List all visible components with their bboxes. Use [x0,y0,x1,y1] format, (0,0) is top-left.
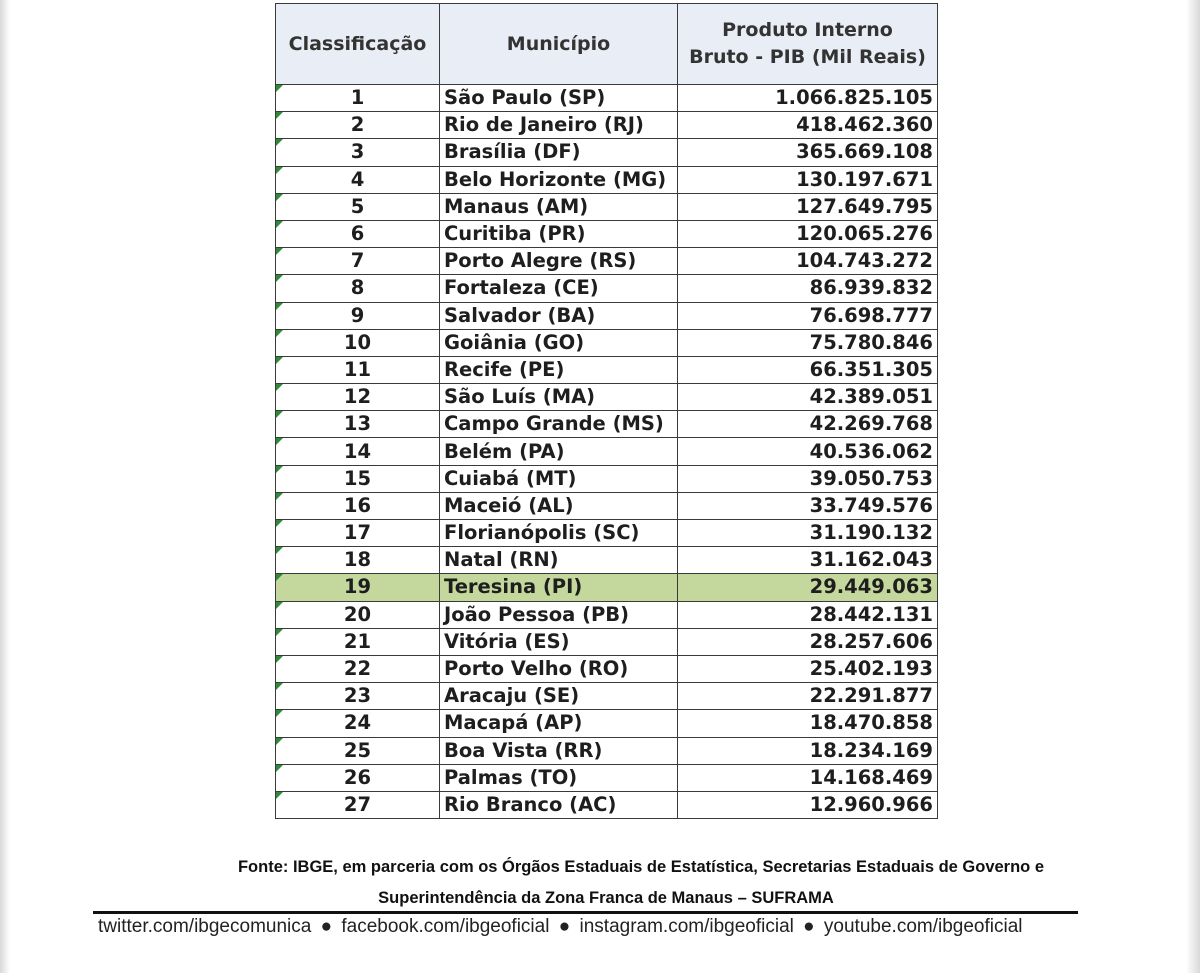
municipio-cell: Cuiabá (MT) [440,465,678,492]
pib-ranking-table [275,3,938,819]
pib-value-cell: 14.168.469 [678,764,938,791]
rank-cell: 13 [276,411,440,438]
table-header-row [276,4,938,85]
table-row [276,791,938,818]
pib-value-cell: 42.389.051 [678,384,938,411]
rank-cell: 20 [276,601,440,628]
pib-value-cell: 75.780.846 [678,329,938,356]
page-shadow-right [1186,0,1200,973]
table-row [276,520,938,547]
pib-value-cell: 418.462.360 [678,112,938,139]
rank-cell: 1 [276,85,440,112]
pib-value-cell: 76.698.777 [678,302,938,329]
table-row [276,655,938,682]
footer-divider [93,911,1078,914]
rank-cell: 23 [276,683,440,710]
rank-cell: 8 [276,275,440,302]
rank-cell: 10 [276,329,440,356]
table-row-highlighted [276,574,938,601]
rank-cell: 16 [276,492,440,519]
table-row [276,220,938,247]
rank-cell: 18 [276,547,440,574]
municipio-cell: Goiânia (GO) [440,329,678,356]
table-row [276,547,938,574]
header-pib-line2: Bruto - PIB (Mil Reais) [689,46,926,68]
header-classificacao: Classificação [276,4,440,85]
pib-value-cell: 31.162.043 [678,547,938,574]
bullet-separator: ● [558,916,571,937]
pib-value-cell: 18.470.858 [678,710,938,737]
rank-cell: 14 [276,438,440,465]
rank-cell: 7 [276,248,440,275]
pib-value-cell: 66.351.305 [678,356,938,383]
social-link-facebook[interactable]: facebook.com/ibgeoficial [341,916,550,937]
pib-value-cell: 31.190.132 [678,520,938,547]
rank-cell: 12 [276,384,440,411]
pib-value-cell: 127.649.795 [678,193,938,220]
table-row [276,628,938,655]
table-row [276,112,938,139]
header-pib-line1: Produto Interno [722,19,893,41]
municipio-cell: Campo Grande (MS) [440,411,678,438]
municipio-cell: Curitiba (PR) [440,220,678,247]
rank-cell: 27 [276,791,440,818]
pib-value-cell: 29.449.063 [678,574,938,601]
municipio-cell: Fortaleza (CE) [440,275,678,302]
municipio-cell: São Luís (MA) [440,384,678,411]
header-pib [678,4,938,85]
table-row [276,465,938,492]
rank-cell: 4 [276,166,440,193]
table-row [276,384,938,411]
table-row [276,601,938,628]
municipio-cell: Maceió (AL) [440,492,678,519]
rank-cell: 22 [276,655,440,682]
municipio-cell: Rio Branco (AC) [440,791,678,818]
municipio-cell: Recife (PE) [440,356,678,383]
pib-value-cell: 120.065.276 [678,220,938,247]
table-row [276,764,938,791]
municipio-cell: Vitória (ES) [440,628,678,655]
municipio-cell: Teresina (PI) [440,574,678,601]
table-row [276,166,938,193]
pib-value-cell: 365.669.108 [678,139,938,166]
municipio-cell: Porto Alegre (RS) [440,248,678,275]
social-link-instagram[interactable]: instagram.com/ibgeoficial [579,916,794,937]
pib-value-cell: 86.939.832 [678,275,938,302]
rank-cell: 26 [276,764,440,791]
rank-cell: 19 [276,574,440,601]
municipio-cell: São Paulo (SP) [440,85,678,112]
rank-cell: 3 [276,139,440,166]
rank-cell: 2 [276,112,440,139]
pib-value-cell: 1.066.825.105 [678,85,938,112]
municipio-cell: Florianópolis (SC) [440,520,678,547]
municipio-cell: Rio de Janeiro (RJ) [440,112,678,139]
rank-cell: 11 [276,356,440,383]
rank-cell: 21 [276,628,440,655]
table-row [276,275,938,302]
pib-value-cell: 18.234.169 [678,737,938,764]
table-row [276,85,938,112]
municipio-cell: Natal (RN) [440,547,678,574]
source-note-line2: Superintendência da Zona Franca de Manaus – SUFRAMA [378,889,834,907]
municipio-cell: João Pessoa (PB) [440,601,678,628]
municipio-cell: Manaus (AM) [440,193,678,220]
table-row [276,356,938,383]
municipio-cell: Macapá (AP) [440,710,678,737]
table-row [276,248,938,275]
bullet-separator: ● [320,916,333,937]
pib-value-cell: 22.291.877 [678,683,938,710]
municipio-cell: Porto Velho (RO) [440,655,678,682]
rank-cell: 17 [276,520,440,547]
pib-value-cell: 25.402.193 [678,655,938,682]
table-body [276,85,938,819]
rank-cell: 6 [276,220,440,247]
page-shadow-left [0,0,10,973]
municipio-cell: Aracaju (SE) [440,683,678,710]
pib-value-cell: 28.257.606 [678,628,938,655]
municipio-cell: Palmas (TO) [440,764,678,791]
social-link-twitter[interactable]: twitter.com/ibgecomunica [98,916,312,937]
header-municipio: Município [440,4,678,85]
table-row [276,492,938,519]
social-links [98,916,1023,938]
pib-value-cell: 28.442.131 [678,601,938,628]
table-row [276,193,938,220]
rank-cell: 9 [276,302,440,329]
table-row [276,302,938,329]
pib-value-cell: 39.050.753 [678,465,938,492]
municipio-cell: Belém (PA) [440,438,678,465]
rank-cell: 25 [276,737,440,764]
table-row [276,139,938,166]
municipio-cell: Boa Vista (RR) [440,737,678,764]
table-row [276,329,938,356]
bullet-separator: ● [803,916,815,937]
pib-value-cell: 40.536.062 [678,438,938,465]
table-row [276,411,938,438]
social-link-youtube[interactable]: youtube.com/ibgeoficial [823,916,1023,937]
municipio-cell: Brasília (DF) [440,139,678,166]
table-row [276,737,938,764]
municipio-cell: Salvador (BA) [440,302,678,329]
pib-value-cell: 104.743.272 [678,248,938,275]
pib-value-cell: 42.269.768 [678,411,938,438]
table-row [276,683,938,710]
source-note-line1: Fonte: IBGE, em parceria com os Órgãos Estaduais de Estatística, Secretarias Estaduais de Governo e [237,858,1045,876]
table-row [276,438,938,465]
pib-value-cell: 33.749.576 [678,492,938,519]
rank-cell: 5 [276,193,440,220]
pib-value-cell: 130.197.671 [678,166,938,193]
pib-value-cell: 12.960.966 [678,791,938,818]
table-row [276,710,938,737]
municipio-cell: Belo Horizonte (MG) [440,166,678,193]
rank-cell: 24 [276,710,440,737]
rank-cell: 15 [276,465,440,492]
